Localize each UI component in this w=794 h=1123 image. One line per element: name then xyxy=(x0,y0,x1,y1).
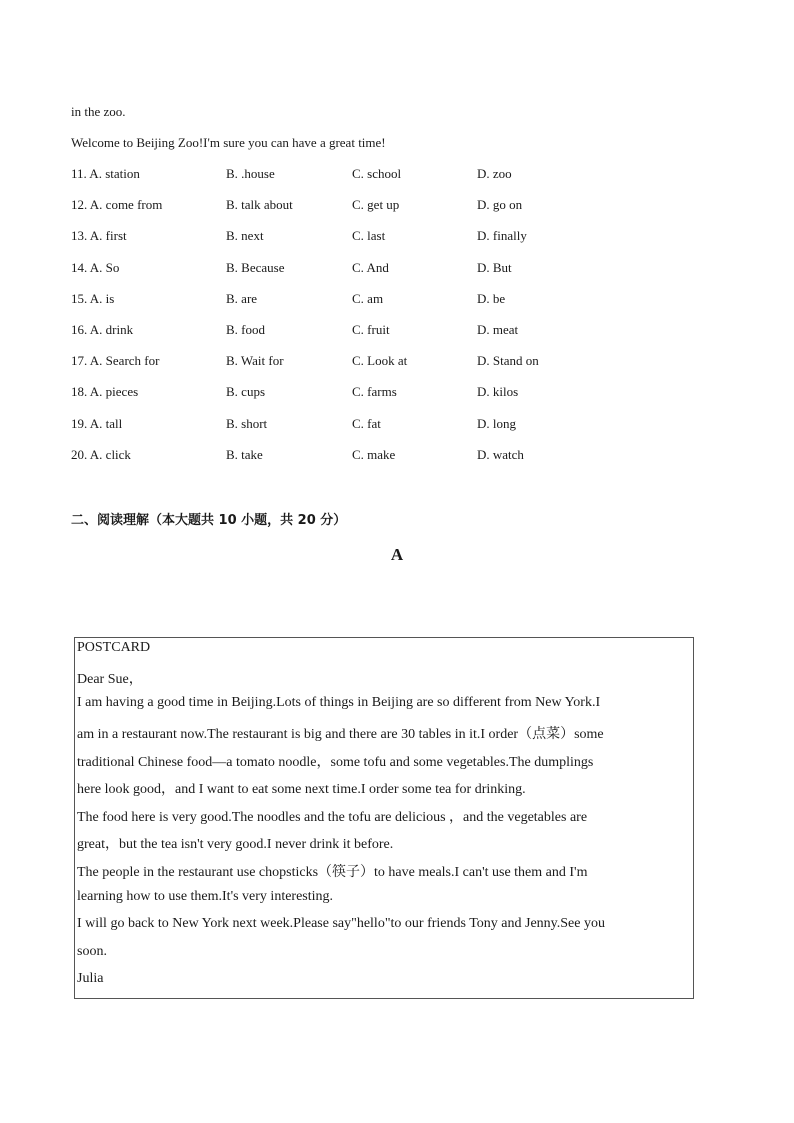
postcard-line: The people in the restaurant use chopsticks（筷子）to have meals.I can't use them and I'm xyxy=(77,865,588,880)
option-a: 16. A. drink xyxy=(71,322,134,337)
option-c: C. make xyxy=(352,447,396,462)
option-a: 13. A. first xyxy=(71,228,127,243)
option-c: C. last xyxy=(352,228,386,243)
question-row-14 xyxy=(71,260,631,278)
postcard-line: I will go back to New York next week.Please say"hello"to our friends Tony and Jenny.See you xyxy=(77,916,605,931)
option-a: 18. A. pieces xyxy=(71,384,139,399)
postcard-line: soon. xyxy=(77,944,107,959)
option-b: B. are xyxy=(226,291,258,306)
option-c: C. fat xyxy=(352,416,381,431)
option-b: B. food xyxy=(226,322,265,337)
option-a: 19. A. tall xyxy=(71,416,123,431)
question-row-19 xyxy=(71,416,631,434)
question-row-16 xyxy=(71,322,631,340)
option-a: 14. A. So xyxy=(71,260,120,275)
section-title: 二、阅读理解（本大题共 10 小题，共 20 分） xyxy=(71,513,347,528)
option-c: C. get up xyxy=(352,197,400,212)
option-b: B. next xyxy=(226,228,264,243)
option-a: 17. A. Search for xyxy=(71,353,160,368)
option-b: B. talk about xyxy=(226,197,293,212)
option-b: B. take xyxy=(226,447,263,462)
option-b: B. cups xyxy=(226,384,265,399)
option-c: C. am xyxy=(352,291,384,306)
option-d: D. But xyxy=(477,260,512,275)
question-row-17 xyxy=(71,353,631,371)
option-c: C. Look at xyxy=(352,353,408,368)
option-a: 20. A. click xyxy=(71,447,131,462)
option-d: D. finally xyxy=(477,228,527,243)
passage-letter: A xyxy=(390,545,404,564)
intro-line: in the zoo. xyxy=(71,104,126,119)
option-a: 11. A. station xyxy=(71,166,140,181)
question-row-11 xyxy=(71,166,631,184)
question-row-15 xyxy=(71,291,631,309)
question-row-13 xyxy=(71,228,631,246)
postcard-line: POSTCARD xyxy=(77,640,151,655)
intro-line: Welcome to Beijing Zoo!I'm sure you can have a great time! xyxy=(71,135,386,150)
postcard-signature: Julia xyxy=(77,971,104,986)
question-row-20 xyxy=(71,447,631,465)
option-d: D. Stand on xyxy=(477,353,539,368)
option-a: 12. A. come from xyxy=(71,197,163,212)
postcard-line: I am having a good time in Beijing.Lots of things in Beijing are so different from New York.I xyxy=(77,695,601,710)
option-d: D. meat xyxy=(477,322,519,337)
postcard-box xyxy=(74,637,694,999)
question-row-12 xyxy=(71,197,631,215)
option-c: C. fruit xyxy=(352,322,390,337)
question-row-18 xyxy=(71,384,631,402)
postcard-line: traditional Chinese food—a tomato noodle，some tofu and some vegetables.The dumplings xyxy=(77,755,594,770)
option-d: D. long xyxy=(477,416,516,431)
option-d: D. watch xyxy=(477,447,524,462)
postcard-line: am in a restaurant now.The restaurant is big and there are 30 tables in it.I order（点菜）some xyxy=(77,727,604,742)
option-b: B. Because xyxy=(226,260,285,275)
option-d: D. be xyxy=(477,291,506,306)
option-c: C. And xyxy=(352,260,389,275)
option-a: 15. A. is xyxy=(71,291,115,306)
option-b: B. Wait for xyxy=(226,353,284,368)
postcard-line: learning how to use them.It's very interesting. xyxy=(77,889,334,904)
option-b: B. .house xyxy=(226,166,275,181)
postcard-line: here look good，and I want to eat some next time.I order some tea for drinking. xyxy=(77,782,526,797)
option-d: D. zoo xyxy=(477,166,512,181)
option-c: C. school xyxy=(352,166,402,181)
option-d: D. kilos xyxy=(477,384,519,399)
option-b: B. short xyxy=(226,416,268,431)
postcard-line: The food here is very good.The noodles and the tofu are delicious ，and the vegetables are xyxy=(77,810,588,825)
postcard-line: great，but the tea isn't very good.I never drink it before. xyxy=(77,837,394,852)
postcard-line: Dear Sue， xyxy=(77,672,143,687)
option-d: D. go on xyxy=(477,197,523,212)
option-c: C. farms xyxy=(352,384,397,399)
